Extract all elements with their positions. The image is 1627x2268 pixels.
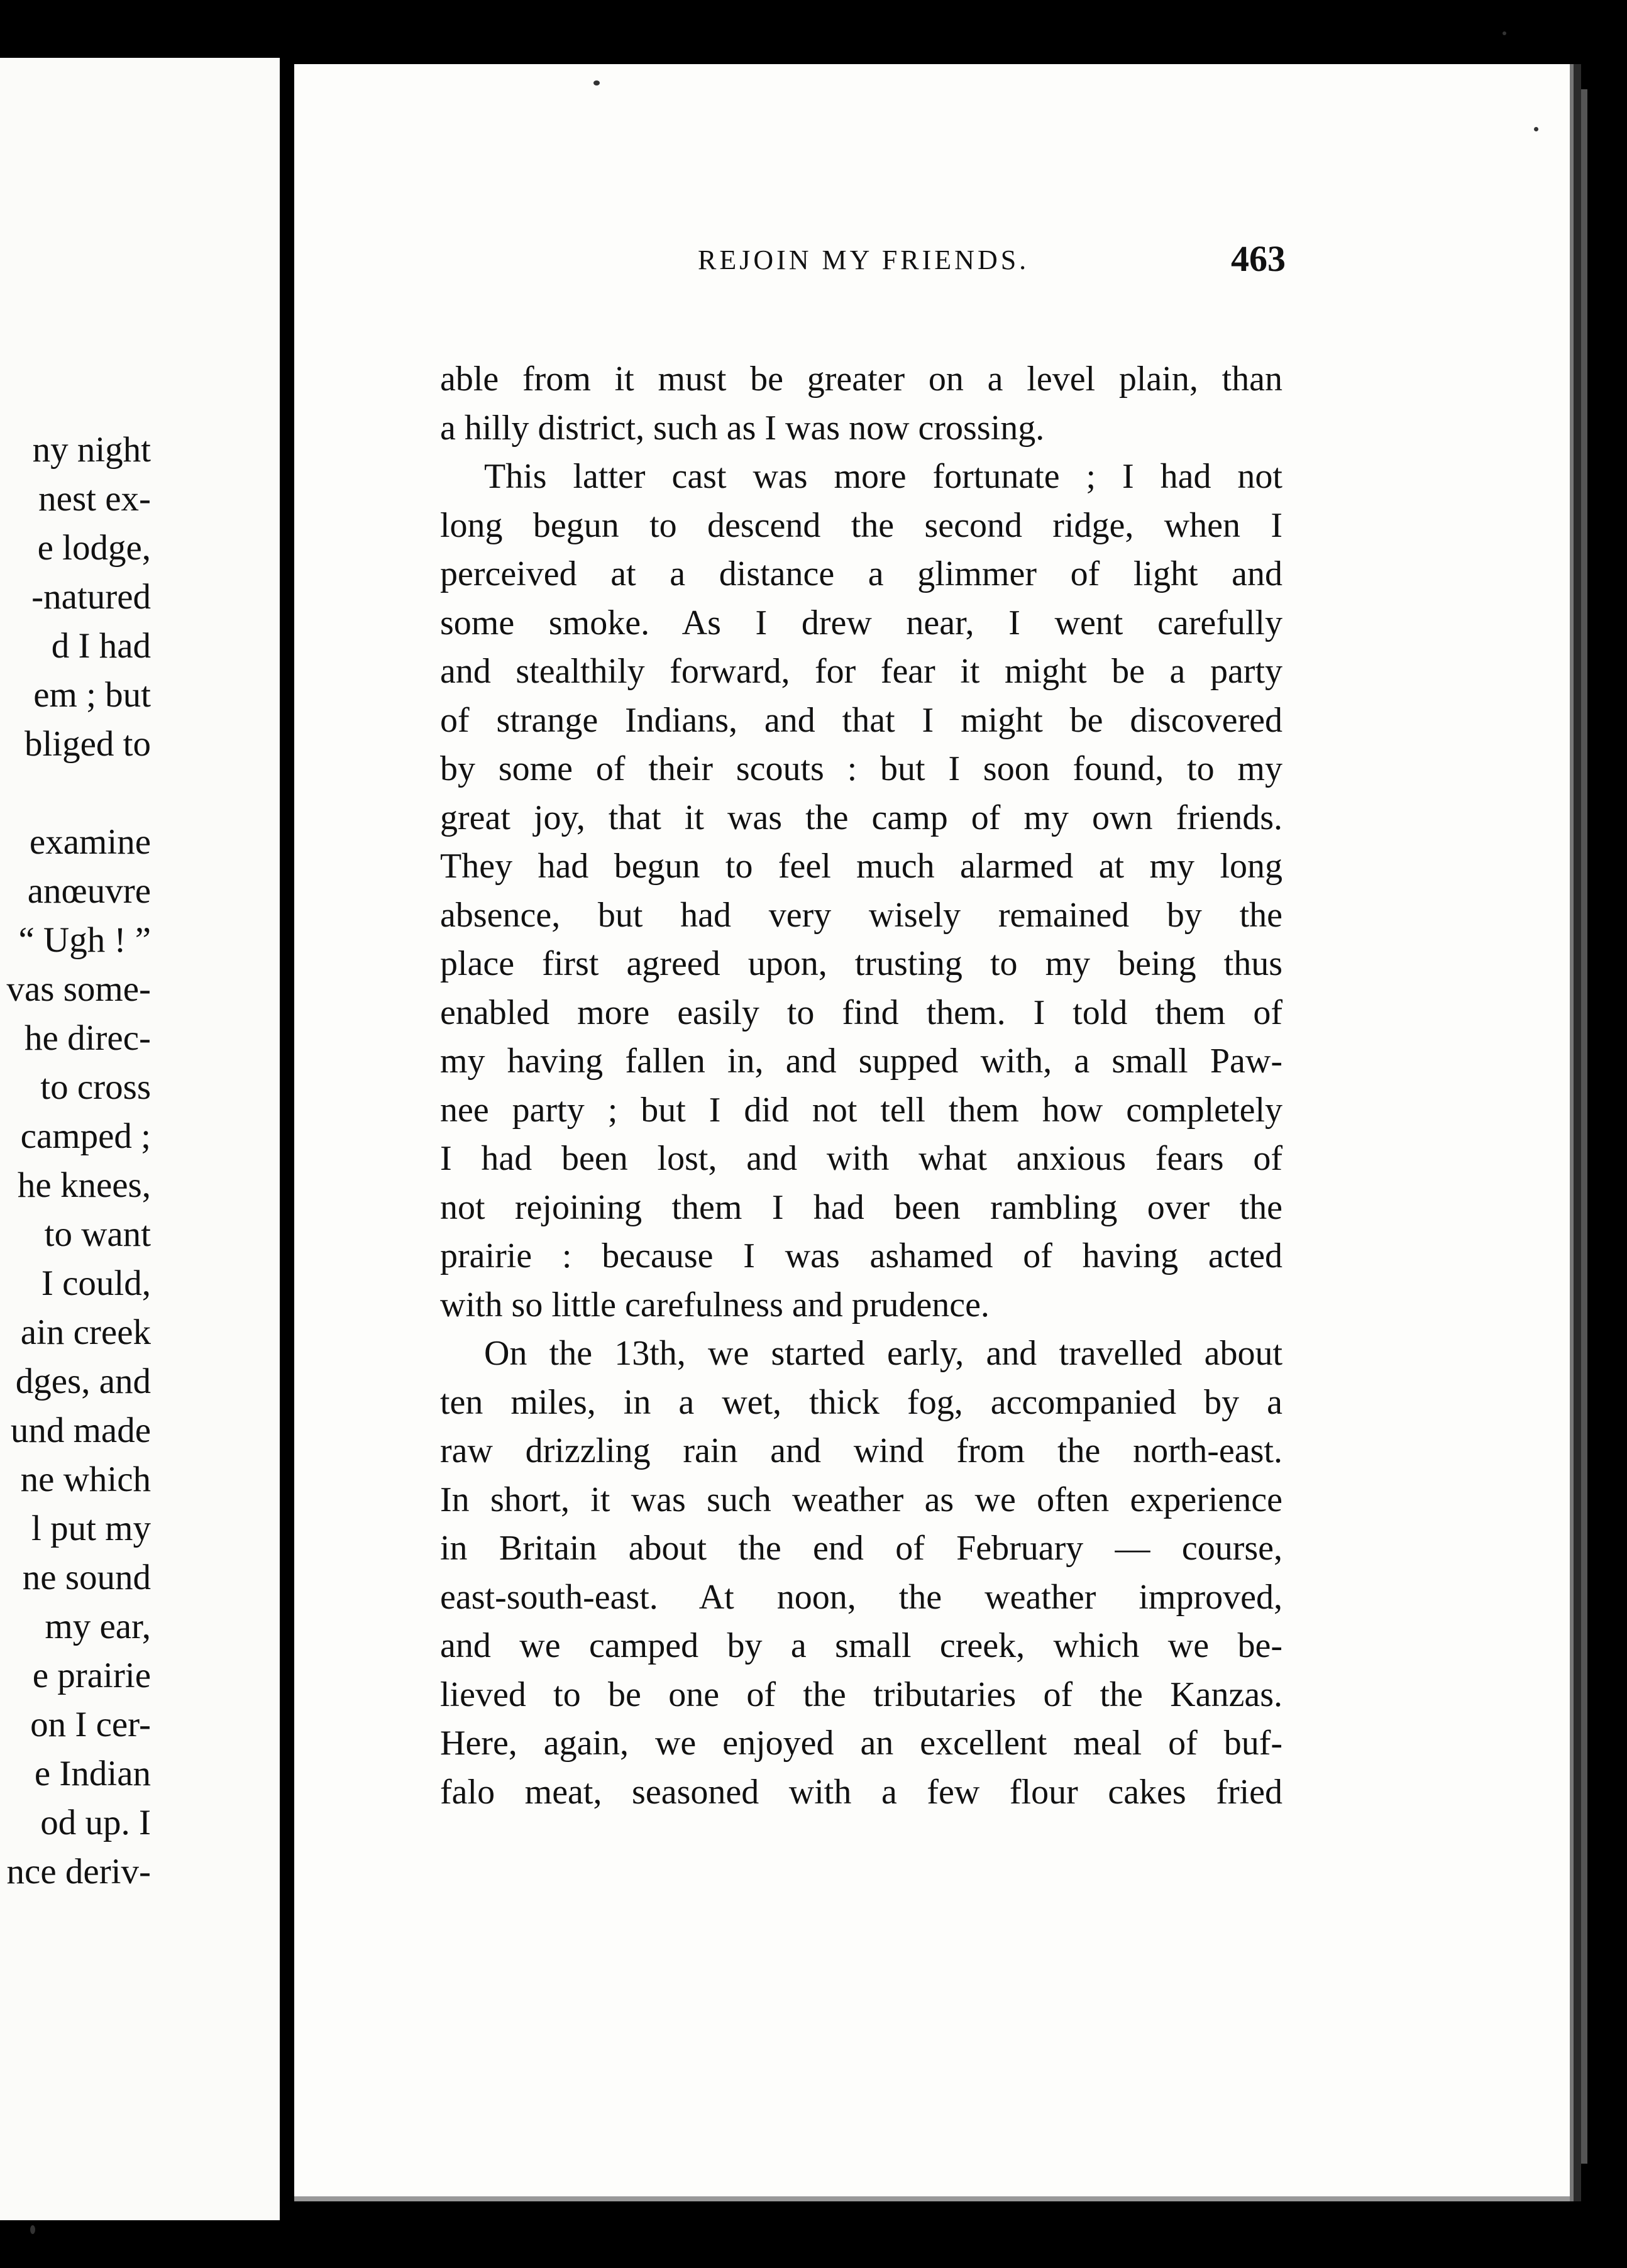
left-line: ain creek (20, 1313, 151, 1352)
text-line: by some of their scouts : but I soon found, to my (440, 749, 1282, 788)
left-line: d I had (51, 626, 151, 666)
body-text (440, 355, 1282, 1817)
text-line: absence, but had very wisely remained by the (440, 895, 1282, 935)
text-line: lieved to be one of the tributaries of the Kanzas. (440, 1675, 1282, 1714)
left-line: em ; but (33, 675, 151, 715)
left-line: I could, (41, 1263, 151, 1303)
text-line: long begun to descend the second ridge, when I (440, 505, 1282, 545)
text-line: enabled more easily to find them. I told them of (440, 993, 1282, 1032)
left-line: bliged to (24, 724, 151, 764)
page-header (402, 238, 1298, 294)
text-line: This latter cast was more fortunate ; I had not (484, 457, 1282, 496)
text-line: I had been lost, and with what anxious fears of (440, 1139, 1282, 1178)
text-line: a hilly district, such as I was now crossing. (440, 408, 1045, 448)
left-line: e lodge, (37, 528, 151, 568)
text-line: and stealthily forward, for fear it might be a party (440, 652, 1282, 691)
dust-speck (593, 80, 600, 85)
text-line: raw drizzling rain and wind from the north-east. (440, 1431, 1282, 1470)
left-line: he direc- (25, 1018, 151, 1058)
left-line: und made (10, 1411, 151, 1450)
text-line: in Britain about the end of February — course, (440, 1529, 1282, 1568)
text-line: falo meat, seasoned with a few flour cakes fried (440, 1772, 1282, 1812)
text-line: and we camped by a small creek, which we be- (440, 1626, 1282, 1665)
text-line: ten miles, in a wet, thick fog, accompanied by a (440, 1382, 1282, 1422)
text-line: prairie : because I was ashamed of having acted (440, 1236, 1282, 1275)
left-line: to cross (40, 1067, 151, 1107)
dust-speck (30, 2225, 35, 2234)
left-line: anœuvre (27, 871, 151, 911)
text-line: able from it must be greater on a level plain, than (440, 360, 1282, 399)
dust-speck (1534, 127, 1538, 131)
text-line: not rejoining them I had been rambling over the (440, 1187, 1282, 1227)
text-line: On the 13th, we started early, and travelled about (484, 1334, 1282, 1373)
left-line: nce deriv- (6, 1852, 151, 1891)
text-line: my having fallen in, and supped with, a small Paw- (440, 1042, 1282, 1081)
left-line: ne sound (22, 1558, 151, 1597)
text-line: of strange Indians, and that I might be discovered (440, 700, 1282, 740)
text-line: place first agreed upon, trusting to my being thus (440, 944, 1282, 983)
text-line: some smoke. As I drew near, I went carefully (440, 603, 1282, 642)
left-line (0, 769, 151, 818)
left-line: he knees, (17, 1165, 151, 1205)
text-line: nee party ; but I did not tell them how completely (440, 1090, 1282, 1130)
left-line: nest ex- (38, 479, 151, 519)
dust-speck (1503, 31, 1506, 35)
left-line: dges, and (15, 1362, 151, 1401)
left-line: od up. I (40, 1803, 151, 1842)
left-line: my ear, (45, 1607, 151, 1646)
left-line: to want (44, 1214, 151, 1254)
page-edge (1581, 89, 1587, 2164)
text-line: Here, again, we enjoyed an excellent meal of buf- (440, 1724, 1282, 1763)
left-line: vas some- (6, 969, 151, 1009)
left-page (0, 58, 280, 2220)
left-line: “ Ugh ! ” (18, 920, 151, 960)
text-line: They had begun to feel much alarmed at my long (440, 847, 1282, 886)
left-line: examine (29, 822, 151, 862)
left-line: -natured (31, 577, 151, 617)
left-page-text (0, 426, 151, 1896)
text-line: east-south-east. At noon, the weather improved, (440, 1577, 1282, 1617)
page-number: 463 (1231, 238, 1286, 279)
left-line: camped ; (20, 1116, 151, 1156)
left-line: l put my (31, 1509, 151, 1548)
left-line: e prairie (32, 1656, 151, 1695)
text-line: great joy, that it was the camp of my own friends. (440, 798, 1282, 837)
left-line: on I cer- (30, 1705, 151, 1744)
left-line: e Indian (34, 1754, 151, 1793)
text-line: with so little carefulness and prudence. (440, 1285, 990, 1324)
left-line: ny night (32, 430, 151, 470)
text-line: In short, it was such weather as we often experience (440, 1480, 1282, 1519)
running-head: REJOIN MY FRIENDS. (698, 245, 1030, 275)
text-line: perceived at a distance a glimmer of light and (440, 554, 1282, 593)
left-line: ne which (20, 1460, 151, 1499)
